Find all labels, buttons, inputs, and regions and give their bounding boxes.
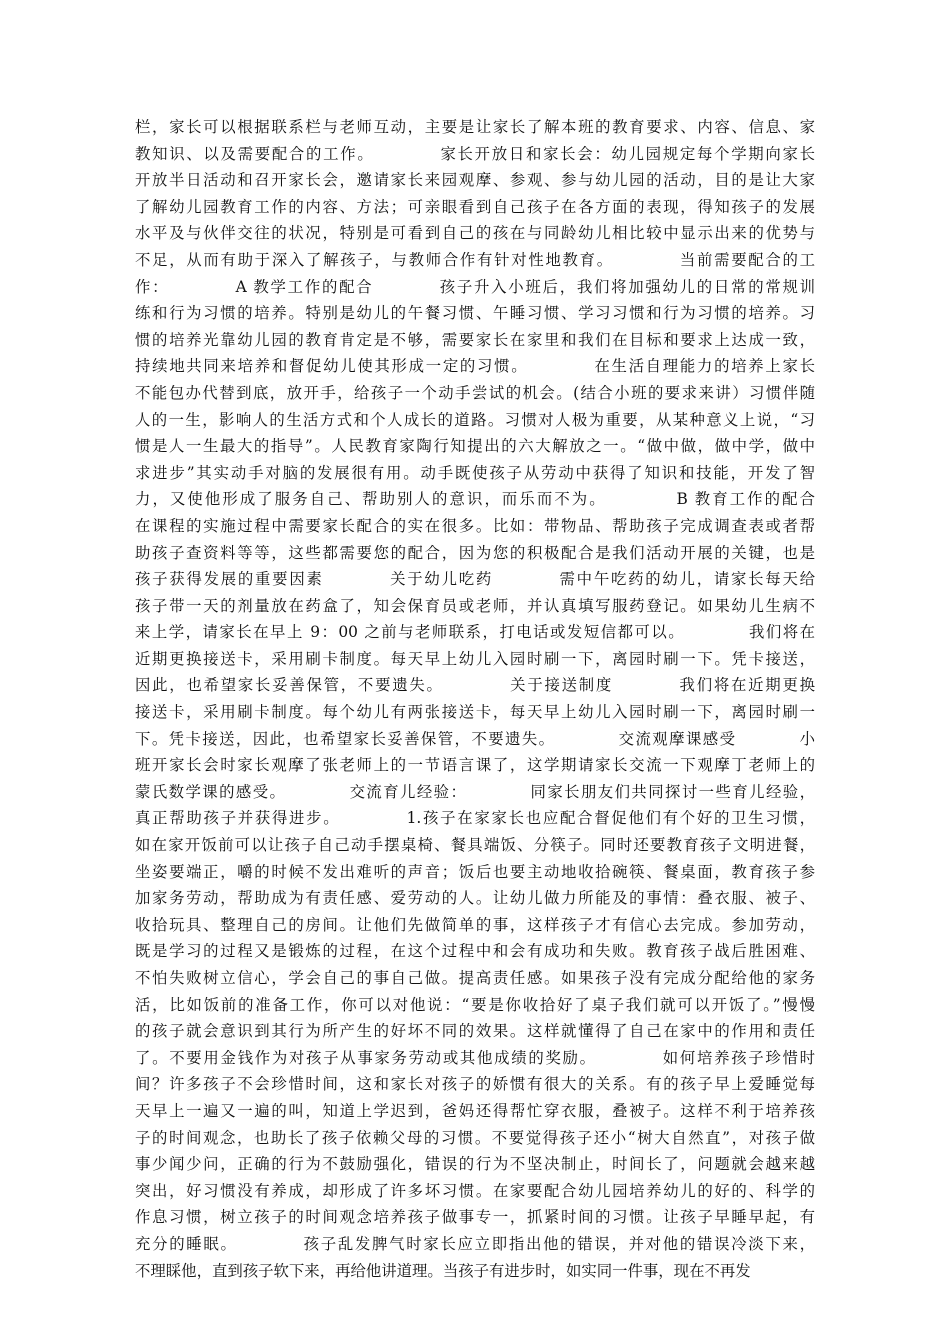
text-line: 真正帮助孩子并获得进步。 1.孩子在家家长也应配合督促他们有个好的卫生习惯，	[135, 809, 815, 828]
text-line: 来上学，请家长在早上 9：00 之前与老师联系，打电话或发短信都可以。 我们将在	[135, 623, 815, 642]
text-line: 开放半日活动和召开家长会，邀请家长来园观摩、参观、参与幼儿园的活动，目的是让大家	[135, 171, 815, 190]
text-line: 孩子带一天的剂量放在药盒了，知会保育员或老师，并认真填写服药登记。如果幼儿生病不	[135, 596, 815, 615]
text-line: 蒙氏数学课的感受。 交流育儿经验： 同家长朋友们共同探讨一些育儿经验，	[135, 782, 815, 801]
text-line: 在课程的实施过程中需要家长配合的实在很多。比如：带物品、帮助孩子完成调查表或者帮	[135, 516, 815, 535]
text-line: 接送卡，采用刷卡制度。每个幼儿有两张接送卡，每天早上幼儿入园时刷一下，离园时刷一	[135, 703, 815, 722]
text-line: 近期更换接送卡，采用刷卡制度。每天早上幼儿入园时刷一下，离园时刷一下。凭卡接送，	[135, 649, 815, 668]
text-line: 收拾玩具、整理自己的房间。让他们先做简单的事，这样孩子才有信心去完成。参加劳动，	[135, 915, 815, 934]
text-line: 下。凭卡接送，因此，也希望家长妥善保管，不要遗失。 交流观摩课感受 小	[135, 729, 815, 748]
text-line: 充分的睡眠。 孩子乱发脾气时家长应立即指出他的错误，并对他的错误冷淡下来，	[135, 1234, 815, 1253]
text-line: 班开家长会时家长观摩了张老师上的一节语言课了，这学期请家长交流一下观摩丁老师上的	[135, 756, 815, 775]
text-line: 惯是人一生最大的指导”。人民教育家陶行知提出的六大解放之一。“做中做，做中学，做中	[135, 437, 815, 456]
text-line: 作： A 教学工作的配合 孩子升入小班后，我们将加强幼儿的日常的常规训	[135, 277, 815, 296]
text-line: 如在家开饭前可以让孩子自己动手摆桌椅、餐具端饭、分筷子。同时还要教育孩子文明进餐，	[135, 836, 815, 855]
text-line: 坐姿要端正，嚼的时候不发出难听的声音；饭后也要主动地收拾碗筷、餐桌面，教育孩子参	[135, 862, 815, 881]
text-line: 力，又使他形成了服务自己、帮助别人的意识，而乐而不为。 B 教育工作的配合	[135, 490, 815, 509]
text-line: 求进步”其实动手对脑的发展很有用。动手既使孩子从劳动中获得了知识和技能，开发了智	[135, 463, 815, 482]
text-line: 作息习惯，树立孩子的时间观念培养孩子做事专一，抓紧时间的习惯。让孩子早睡早起，有	[135, 1208, 815, 1227]
text-line: 不怕失败树立信心，学会自己的事自己做。提高责任感。如果孩子没有完成分配给他的家务	[135, 969, 815, 987]
text-line: 了解幼儿园教育工作的内容、方法；可亲眼看到自己孩子在各方面的表现，得知孩子的发展	[135, 197, 815, 216]
text-line: 教知识、以及需要配合的工作。 家长开放日和家长会：幼儿园规定每个学期向家长	[135, 144, 815, 163]
text-line: 孩子获得发展的重要因素 关于幼儿吃药 需中午吃药的幼儿，请家长每天给	[135, 570, 815, 589]
text-line: 人的一生，影响人的生活方式和个人成长的道路。习惯对人极为重要，从某种意义上说，“习	[135, 410, 815, 429]
text-line: 间？许多孩子不会珍惜时间，这和家长对孩子的娇惯有很大的关系。有的孩子早上爱睡觉每	[135, 1075, 815, 1094]
body-text	[135, 114, 815, 1284]
text-line: 加家务劳动，帮助成为有责任感、爱劳动的人。让幼儿做力所能及的事情：叠衣服、被子、	[135, 889, 815, 908]
text-line: 栏，家长可以根据联系栏与老师互动，主要是让家长了解本班的教育要求、内容、信息、家	[135, 118, 815, 136]
text-line: 不足，从而有助于深入了解孩子，与教师合作有针对性地教育。 当前需要配合的工	[135, 250, 815, 269]
text-line: 事少闻少问，正确的行为不鼓励强化，错误的行为不坚决制止，时间长了，问题就会越来越	[135, 1155, 815, 1174]
text-line: 了。不要用金钱作为对孩子从事家务劳动或其他成绩的奖励。 如何培养孩子珍惜时	[135, 1048, 815, 1067]
text-line: 练和行为习惯的培养。特别是幼儿的午餐习惯、午睡习惯、学习习惯和行为习惯的培养。习	[135, 304, 815, 323]
text-line: 惯的培养光靠幼儿园的教育肯定是不够，需要家长在家里和我们在目标和要求上达成一致，	[135, 330, 815, 349]
text-line: 的孩子就会意识到其行为所产生的好坏不同的效果。这样就懂得了自己在家中的作用和责任	[135, 1022, 815, 1041]
text-line: 不能包办代替到底，放开手，给孩子一个动手尝试的机会。(结合小班的要求来讲）习惯伴随	[135, 383, 815, 402]
text-line: 子的时间观念，也助长了孩子依赖父母的习惯。不要觉得孩子还小“树大自然直”，对孩子做	[135, 1128, 815, 1147]
text-line: 水平及与伙伴交往的状况，特别是可看到自己的孩在与同龄幼儿相比较中显示出来的优势与	[135, 224, 815, 243]
text-line: 天早上一遍又一遍的叫，知道上学迟到，爸妈还得帮忙穿衣服，叠被子。这样不利于培养孩	[135, 1101, 815, 1120]
text-line: 活，比如饭前的准备工作，你可以对他说：“要是你收拾好了桌子我们就可以开饭了。”慢慢	[135, 995, 815, 1014]
text-line: 不理睬他，直到孩子软下来，再给他讲道理。当孩子有进步时，如实同一件事，现在不再发	[135, 1261, 751, 1280]
text-line: 持续地共同来培养和督促幼儿使其形成一定的习惯。 在生活自理能力的培养上家长	[135, 357, 815, 376]
text-line: 既是学习的过程又是锻炼的过程，在这个过程中和会有成功和失败。教育孩子战后胜困难、	[135, 942, 815, 961]
text-line: 因此，也希望家长妥善保管，不要遗失。 关于接送制度 我们将在近期更换	[135, 676, 815, 695]
text-line: 助孩子查资料等等，这些都需要您的配合，因为您的积极配合是我们活动开展的关键，也是	[135, 543, 815, 562]
text-line: 突出，好习惯没有养成，却形成了许多坏习惯。在家要配合幼儿园培养幼儿的好的、科学的	[135, 1181, 815, 1200]
